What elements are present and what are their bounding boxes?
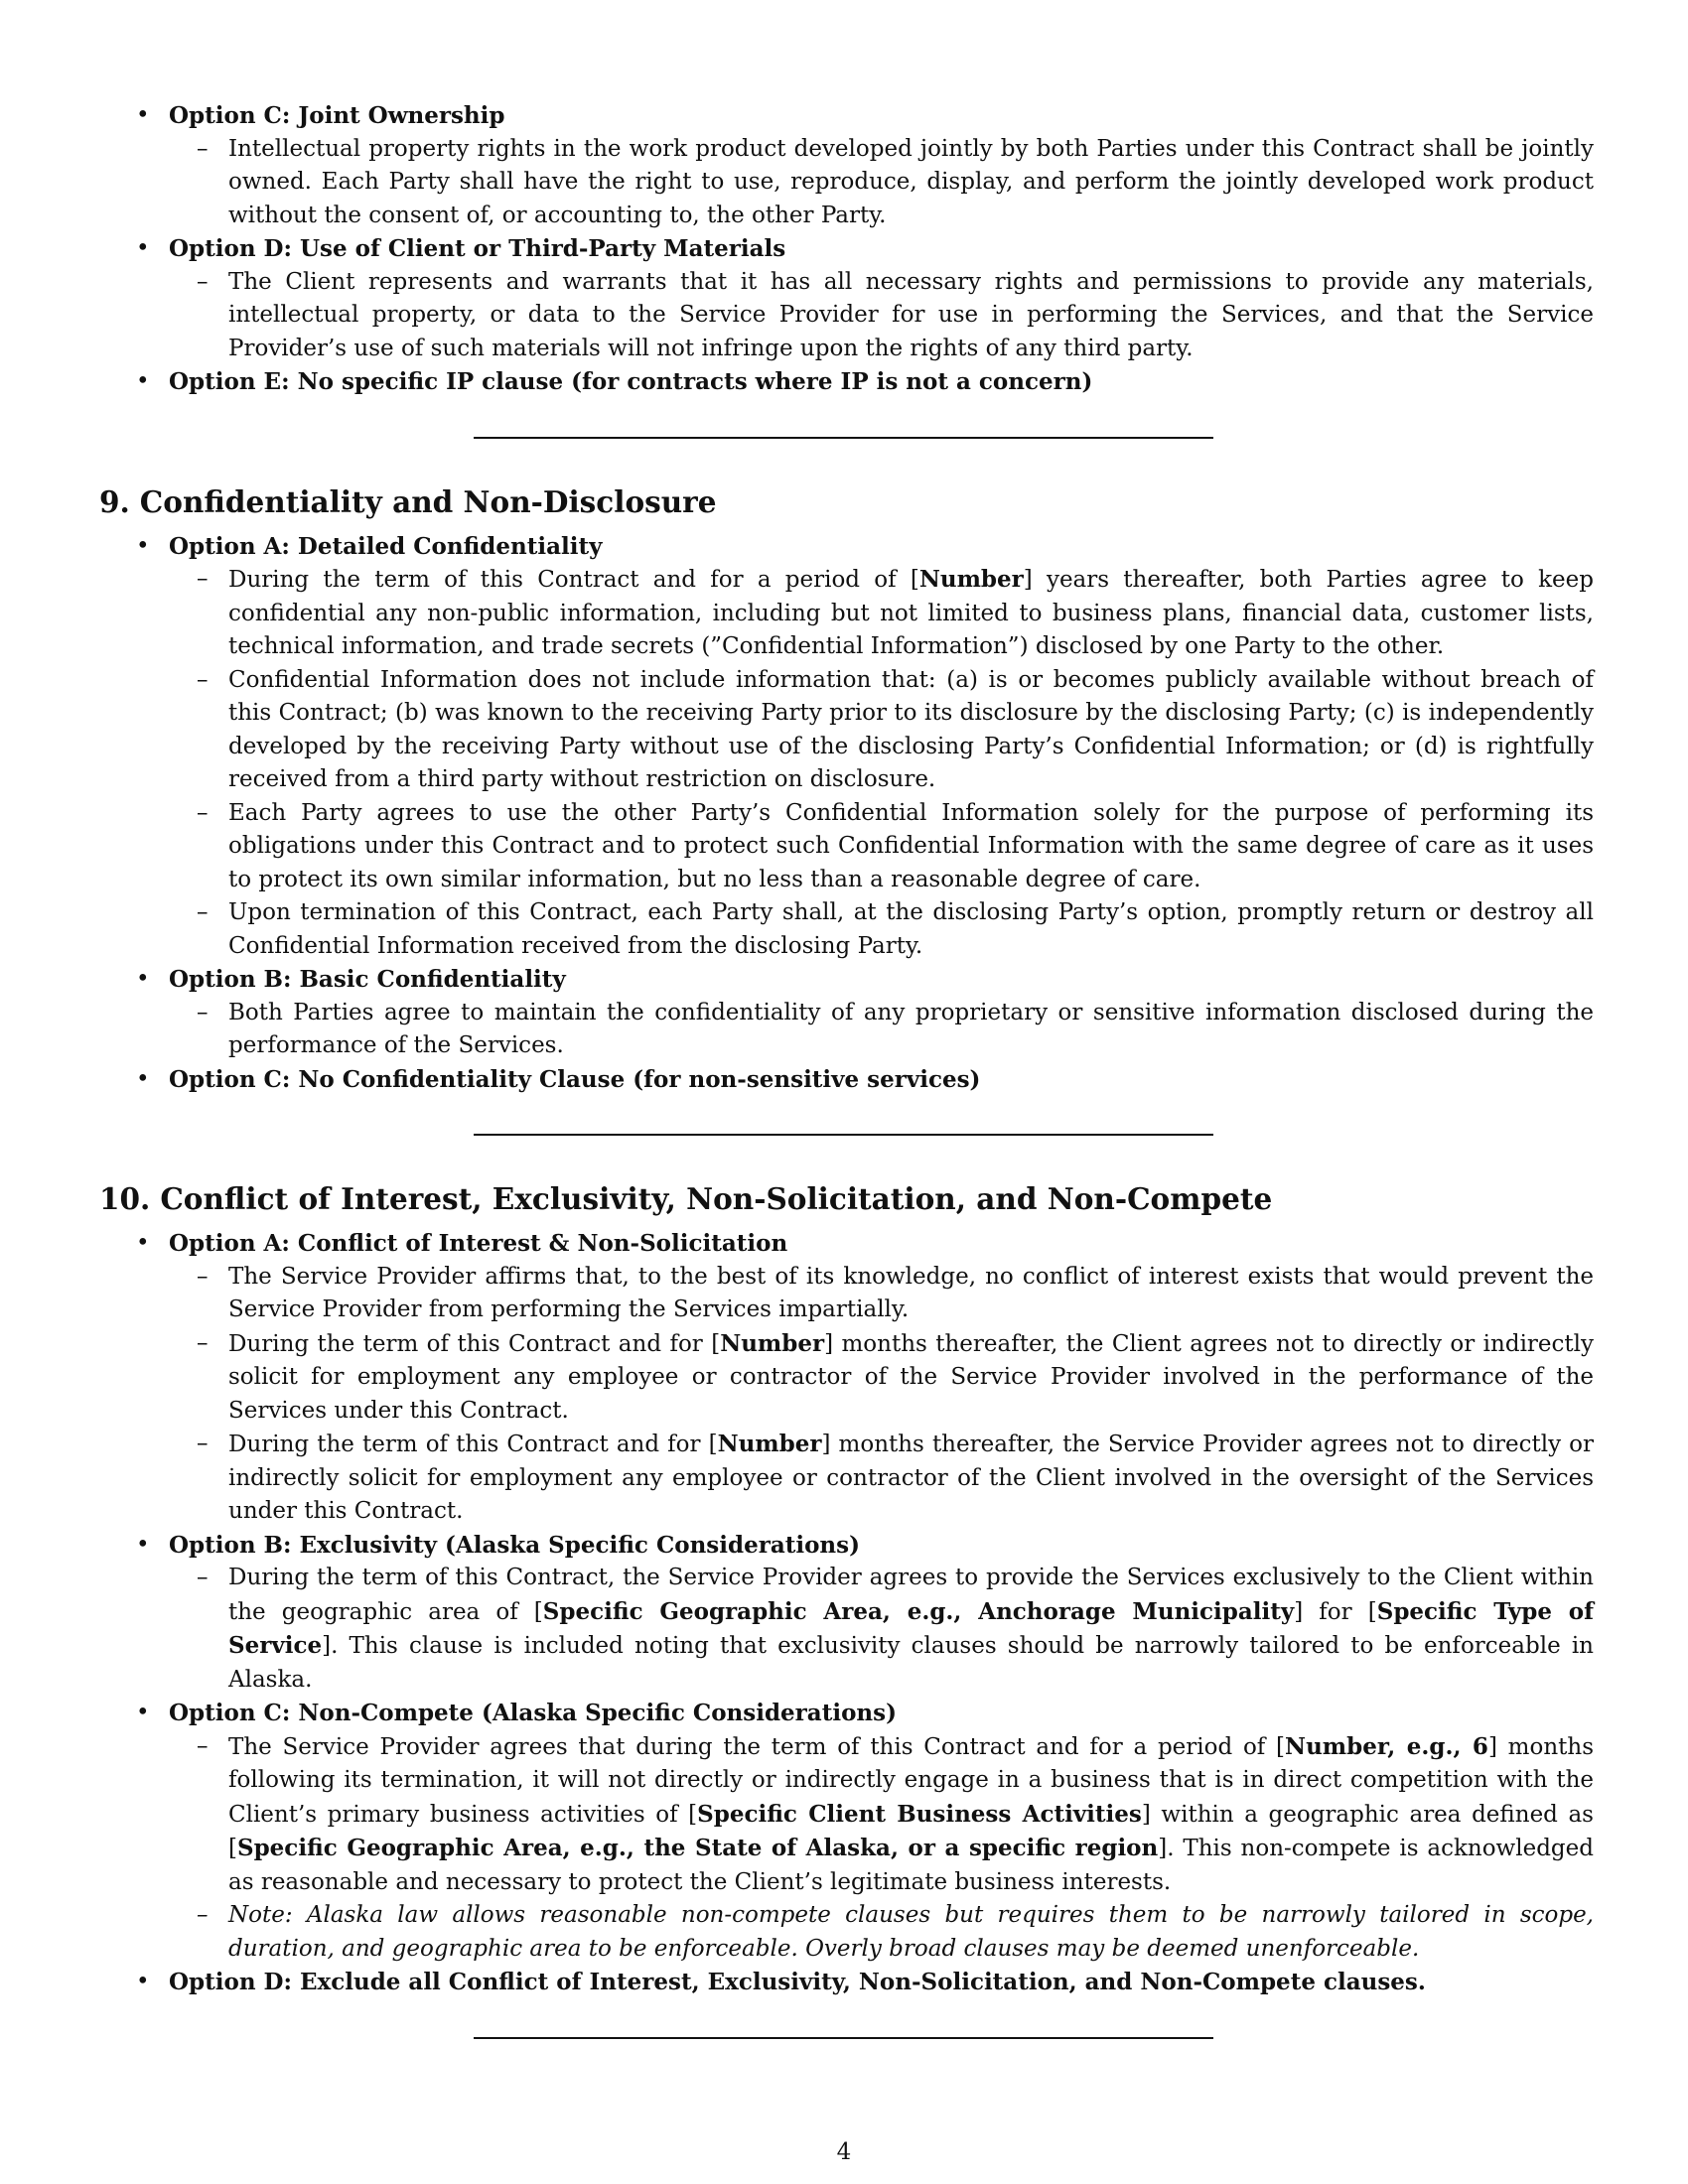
clause-text: – The Service Provider agrees that during the term of this Contract and for a period of [Number, e.g., 6] months following its termination, it will not directly or indirectly engage in a business that is in direct competition with the Client’s primary business activities of [Specific Client Business Activities] within a geographic area defined as [Specific Geographic Area, e.g., the State of Alaska, or a specific region]. This non-compete is acknowledged as reasonable and necessary to protect the Client’s legitimate business interests.: [169, 1730, 1594, 1900]
section-heading-9: [99, 482, 1594, 522]
placeholder-field: Number: [717, 1431, 822, 1457]
section9-options-list: [99, 530, 1594, 1097]
page-number: 4: [836, 2139, 852, 2165]
ip-option-c: [99, 99, 1594, 232]
section-title: Confidentiality and Non-Disclosure: [139, 483, 717, 519]
option-title: • Option C: No Confidentiality Clause (for non-sensitive services): [169, 1065, 981, 1093]
section-divider: [474, 2037, 1213, 2039]
clause-text: – Intellectual property rights in the work product developed jointly by both Parties under this Contract shall be jointly owned. Each Party shall have the right to use, reproduce, display, and perform the jointly developed work product without the consent of, or accounting to, the other Party.: [169, 133, 1594, 233]
option-title: • Option C: Non-Compete (Alaska Specific Considerations): [169, 1700, 897, 1726]
document-page: [99, 99, 1594, 2039]
option-title: • Option D: Exclude all Conflict of Interest, Exclusivity, Non-Solicitation, and Non-Compete clauses.: [169, 1969, 1426, 1995]
placeholder-field: Number, e.g., 6: [1285, 1732, 1488, 1760]
clause-text: – Upon termination of this Contract, each Party shall, at the disclosing Party’s option, promptly return or destroy all Confidential Information received from the disclosing Party.: [169, 896, 1594, 963]
clause-text: – Confidential Information does not include information that: (a) is or becomes publicly available without breach of this Contract; (b) was known to the receiving Party prior to its disclosure by the disclosing Party; (c) is independently developed by the receiving Party without use of the disclosing Party’s Confidential Information; or (d) is rightfully received from a third party without restriction on disclosure.: [169, 664, 1594, 797]
s9-option-b: [99, 963, 1594, 1063]
section-number: 10.: [99, 1181, 151, 1216]
option-title: • Option A: Detailed Confidentiality: [169, 532, 603, 560]
s10-option-c: [99, 1697, 1594, 1966]
option-title: • Option D: Use of Client or Third-Party Materials: [169, 235, 786, 262]
clause-text: – Both Parties agree to maintain the confidentiality of any proprietary or sensitive information disclosed during the performance of the Services.: [169, 997, 1594, 1063]
placeholder-field: Number: [918, 566, 1024, 593]
section-number: 9.: [99, 483, 130, 519]
clause-text: – Each Party agrees to use the other Party’s Confidential Information solely for the purpose of performing its obligations under this Contract and to protect such Confidential Information with the same degree of care as it uses to protect its own similar information, but no less than a reasonable degree of care.: [169, 797, 1594, 897]
option-title: • Option C: Joint Ownership: [169, 102, 505, 129]
section10-options-list: [99, 1227, 1594, 1999]
option-title: • Option B: Exclusivity (Alaska Specific Considerations): [169, 1531, 860, 1559]
clause-text: – The Service Provider affirms that, to the best of its knowledge, no conflict of interest exists that would prevent the Service Provider from performing the Services impartially.: [169, 1261, 1594, 1327]
ip-option-e: [99, 365, 1594, 399]
placeholder-field: Specific Geographic Area, e.g., the State of Alaska, or a specific region: [236, 1835, 1159, 1861]
placeholder-field: Specific Type of Service: [228, 1597, 1594, 1659]
section-heading-10: [99, 1179, 1594, 1219]
clause-text: – During the term of this Contract and for a period of [Number] years thereafter, both Parties agree to keep confidential any non-public information, including but not limited to business plans, financial data, customer lists, technical information, and trade secrets (”Confidential Information”) disclosed by one Party to the other.: [169, 563, 1594, 664]
section-title: Conflict of Interest, Exclusivity, Non-Solicitation, and Non-Compete: [160, 1181, 1273, 1216]
clause-text: – During the term of this Contract and for [Number] months thereafter, the Client agrees not to directly or indirectly solicit for employment any employee or contractor of the Service Provider involved in the performance of the Services under this Contract.: [169, 1327, 1594, 1429]
section-divider: [474, 437, 1213, 439]
s10-option-d: [99, 1966, 1594, 1999]
option-title: • Option A: Conflict of Interest & Non-Solicitation: [169, 1230, 788, 1257]
clause-text: – The Client represents and warrants that it has all necessary rights and permissions to provide any materials, intellectual property, or data to the Service Provider for use in performing the Services, and that the Service Provider’s use of such materials will not infringe upon the rights of any third party.: [169, 266, 1594, 366]
section-divider: [474, 1134, 1213, 1136]
note-text: – Note: Alaska law allows reasonable non-compete clauses but requires them to be narrowly tailored in scope, duration, and geographic area to be enforceable. Overly broad clauses may be deemed unenforceable.: [169, 1899, 1594, 1966]
ip-options-list: [99, 99, 1594, 399]
option-title: • Option B: Basic Confidentiality: [169, 966, 566, 993]
s9-option-a: [99, 530, 1594, 964]
ip-option-d: [99, 232, 1594, 365]
placeholder-field: Number: [720, 1329, 825, 1357]
s10-option-a: [99, 1227, 1594, 1529]
option-title: • Option E: No specific IP clause (for contracts where IP is not a concern): [169, 368, 1093, 395]
placeholder-field: Specific Client Business Activities: [697, 1800, 1142, 1828]
clause-text: – During the term of this Contract and for [Number] months thereafter, the Service Provider agrees not to directly or indirectly solicit for employment any employee or contractor of the Client involved in the oversight of the Services under this Contract.: [169, 1428, 1594, 1529]
placeholder-field: Specific Geographic Area, e.g., Anchorage Municipality: [542, 1597, 1295, 1625]
s9-option-c: [99, 1063, 1594, 1097]
clause-text: – During the term of this Contract, the Service Provider agrees to provide the Services exclusively to the Client within the geographic area of [Specific Geographic Area, e.g., Anchorage Municipality] for [Specific Type of Service]. This clause is included noting that exclusivity clauses should be narrowly tailored to be enforceable in Alaska.: [169, 1562, 1594, 1697]
s10-option-b: [99, 1529, 1594, 1698]
